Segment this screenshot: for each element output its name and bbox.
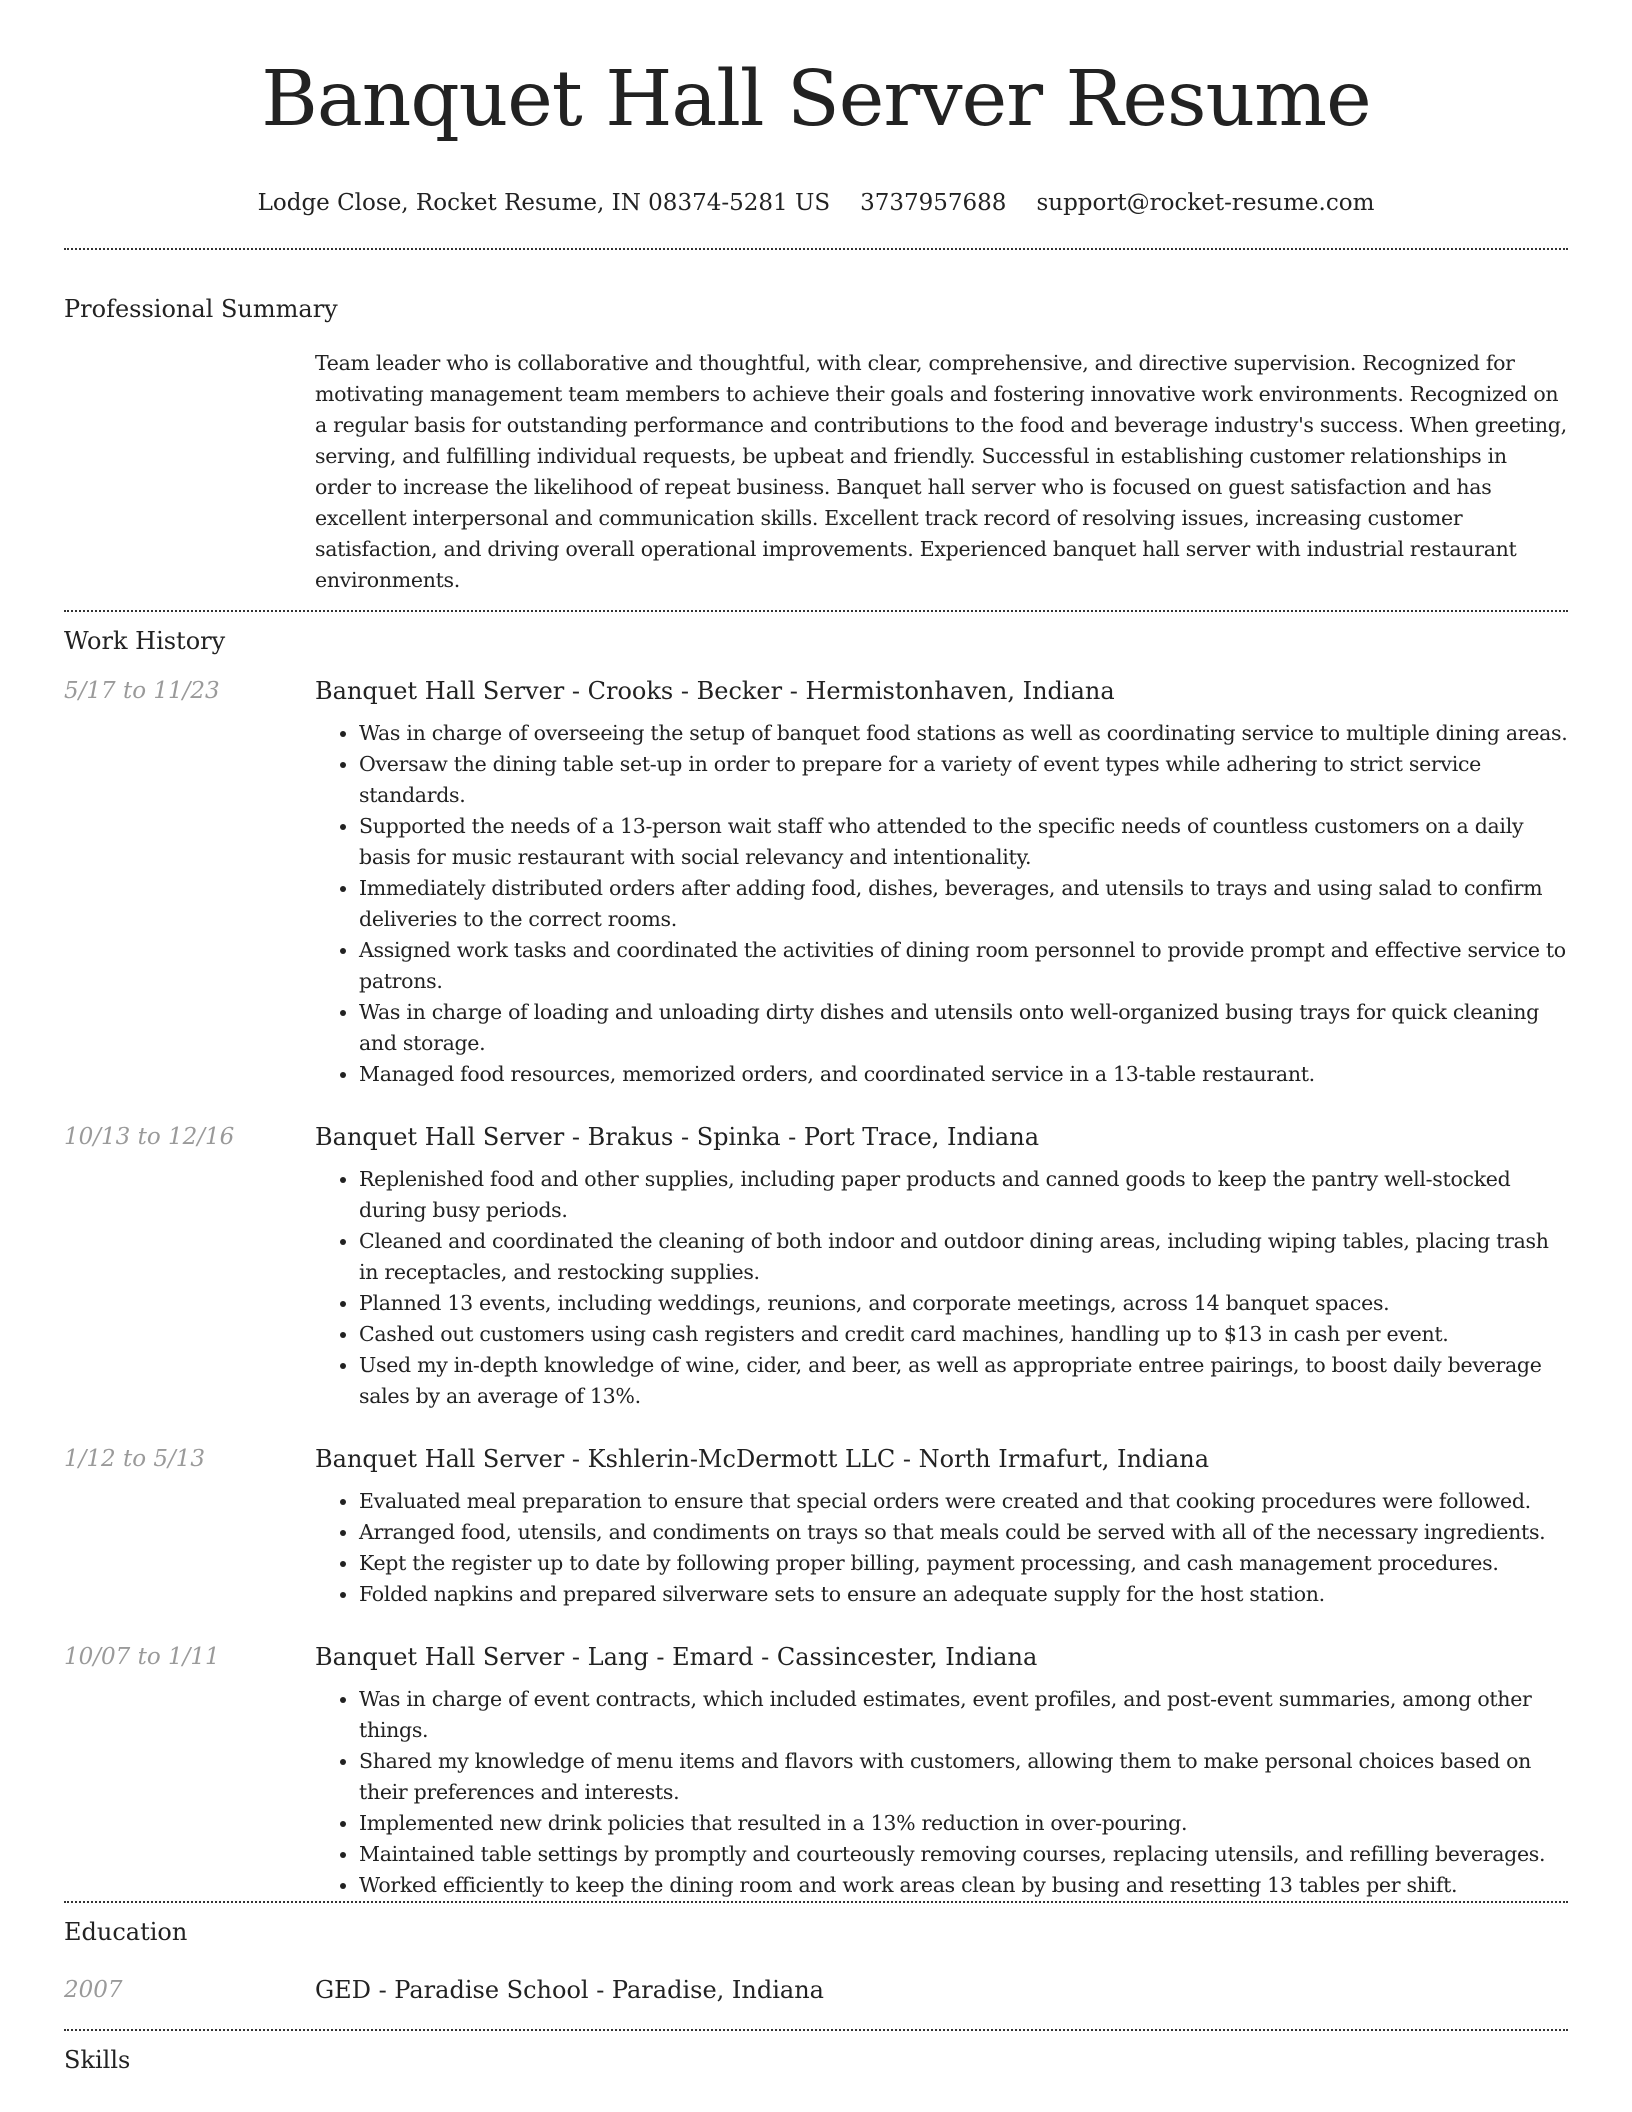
summary-spacer: [64, 326, 315, 610]
job-duties-list: [315, 1684, 1568, 1901]
list-item: • Cleaned and coordinated the cleaning of both indoor and outdoor dining areas, including wiping tables, placing trash in receptacles, and restocking supplies.: [359, 1226, 1568, 1288]
list-item: • Was in charge of loading and unloading dirty dishes and utensils onto well-organized busing trays for quick cleaning and storage.: [359, 997, 1568, 1059]
divider: [64, 2029, 1568, 2031]
job-entry: [64, 674, 1568, 1090]
section-title-education: Education: [64, 1918, 188, 1946]
contact-email: support@rocket-resume.com: [1036, 190, 1375, 216]
list-item: • Shared my knowledge of menu items and flavors with customers, allowing them to make personal choices based on their preferences and interests.: [359, 1746, 1568, 1808]
list-item: • Kept the register up to date by following proper billing, payment processing, and cash management procedures.: [359, 1548, 1568, 1579]
divider: [64, 610, 1568, 612]
job-body: [315, 1120, 1568, 1412]
list-item: • Arranged food, utensils, and condiments on trays so that meals could be served with all of the necessary ingredients.: [359, 1517, 1568, 1548]
section-title-summary: Professional Summary: [64, 295, 338, 323]
list-item: • Maintained table settings by promptly and courteously removing courses, replacing utensils, and refilling beverages.: [359, 1839, 1568, 1870]
job-header-row: [64, 1120, 1568, 1412]
divider: [64, 248, 1568, 250]
list-item: • Oversaw the dining table set-up in order to prepare for a variety of event types while adhering to strict service standards.: [359, 749, 1568, 811]
job-duties-list: [315, 718, 1568, 1090]
list-item: • Used my in-depth knowledge of wine, cider, and beer, as well as appropriate entree pairings, to boost daily beverage sales by an average of 13%.: [359, 1350, 1568, 1412]
list-item: • Evaluated meal preparation to ensure that special orders were created and that cooking procedures were followed.: [359, 1486, 1568, 1517]
list-item: • Implemented new drink policies that resulted in a 13% reduction in over-pouring.: [359, 1808, 1568, 1839]
education-year: 2007: [64, 1977, 123, 2003]
job-entry: [64, 1640, 1568, 1901]
section-title-skills: Skills: [64, 2046, 131, 2074]
divider: [64, 1901, 1568, 1903]
summary-row: [64, 326, 1568, 610]
job-dates: 1/12 to 5/13: [64, 1446, 206, 1472]
contact-address: Lodge Close, Rocket Resume, IN 08374-5281 US: [257, 190, 831, 216]
job-dates: 10/13 to 12/16: [64, 1124, 235, 1150]
job-heading: Banquet Hall Server - Kshlerin-McDermott LLC - North Irmafurt, Indiana: [315, 1445, 1210, 1473]
contact-line: [64, 186, 1568, 220]
list-item: • Cashed out customers using cash registers and credit card machines, handling up to $13 in cash per event.: [359, 1319, 1568, 1350]
job-entry: [64, 1120, 1568, 1412]
section-title-work: Work History: [64, 627, 226, 655]
job-header-row: [64, 1442, 1568, 1610]
summary-text: Team leader who is collaborative and thoughtful, with clear, comprehensive, and directive supervision. Recognized for motivating management team members to achieve their goals and fostering innovative work environments. Recognized on a regular basis for outstanding performance and contributions to the food and beverage industry's success. When greeting, serving, and fulfilling individual requests, be upbeat and friendly. Successful in establishing customer relationships in order to increase the likelihood of repeat business. Banquet hall server who is focused on guest satisfaction and has excellent interpersonal and communication skills. Excellent track record of resolving issues, increasing customer satisfaction, and driving overall operational improvements. Experienced banquet hall server with industrial restaurant environments.: [315, 351, 1567, 592]
job-duties-list: [315, 1164, 1568, 1412]
education-detail: GED - Paradise School - Paradise, Indiana: [315, 1976, 824, 2004]
list-item: • Replenished food and other supplies, including paper products and canned goods to keep the pantry well-stocked during busy periods.: [359, 1164, 1568, 1226]
list-item: • Assigned work tasks and coordinated the activities of dining room personnel to provide prompt and effective service to patrons.: [359, 935, 1568, 997]
job-dates: 5/17 to 11/23: [64, 678, 220, 704]
job-duties-list: [315, 1486, 1568, 1610]
list-item: • Folded napkins and prepared silverware sets to ensure an adequate supply for the host station.: [359, 1579, 1568, 1610]
job-body: [315, 1640, 1568, 1901]
list-item: • Worked efficiently to keep the dining room and work areas clean by busing and resetting 13 tables per shift.: [359, 1870, 1568, 1901]
job-entry: [64, 1442, 1568, 1610]
job-heading: Banquet Hall Server - Crooks - Becker - Hermistonhaven, Indiana: [315, 677, 1115, 705]
list-item: • Planned 13 events, including weddings, reunions, and corporate meetings, across 14 banquet spaces.: [359, 1288, 1568, 1319]
list-item: • Immediately distributed orders after adding food, dishes, beverages, and utensils to trays and using salad to confirm deliveries to the correct rooms.: [359, 873, 1568, 935]
job-body: [315, 1442, 1568, 1610]
job-header-row: [64, 1640, 1568, 1901]
job-heading: Banquet Hall Server - Brakus - Spinka - Port Trace, Indiana: [315, 1123, 1040, 1151]
work-history-list: [64, 674, 1568, 1901]
job-body: [315, 674, 1568, 1090]
resume-title: Banquet Hall Server Resume: [261, 55, 1371, 144]
list-item: • Was in charge of event contracts, which included estimates, event profiles, and post-event summaries, among other things.: [359, 1684, 1568, 1746]
contact-phone: 3737957688: [860, 190, 1007, 216]
job-dates: 10/07 to 1/11: [64, 1644, 220, 1670]
list-item: • Supported the needs of a 13-person wait staff who attended to the specific needs of countless customers on a daily basis for music restaurant with social relevancy and intentionality.: [359, 811, 1568, 873]
job-heading: Banquet Hall Server - Lang - Emard - Cassincester, Indiana: [315, 1643, 1038, 1671]
list-item: • Was in charge of overseeing the setup of banquet food stations as well as coordinating service to multiple dining areas.: [359, 718, 1568, 749]
job-header-row: [64, 674, 1568, 1090]
list-item: • Managed food resources, memorized orders, and coordinated service in a 13-table restaurant.: [359, 1059, 1568, 1090]
education-entry: [64, 1973, 1568, 2007]
